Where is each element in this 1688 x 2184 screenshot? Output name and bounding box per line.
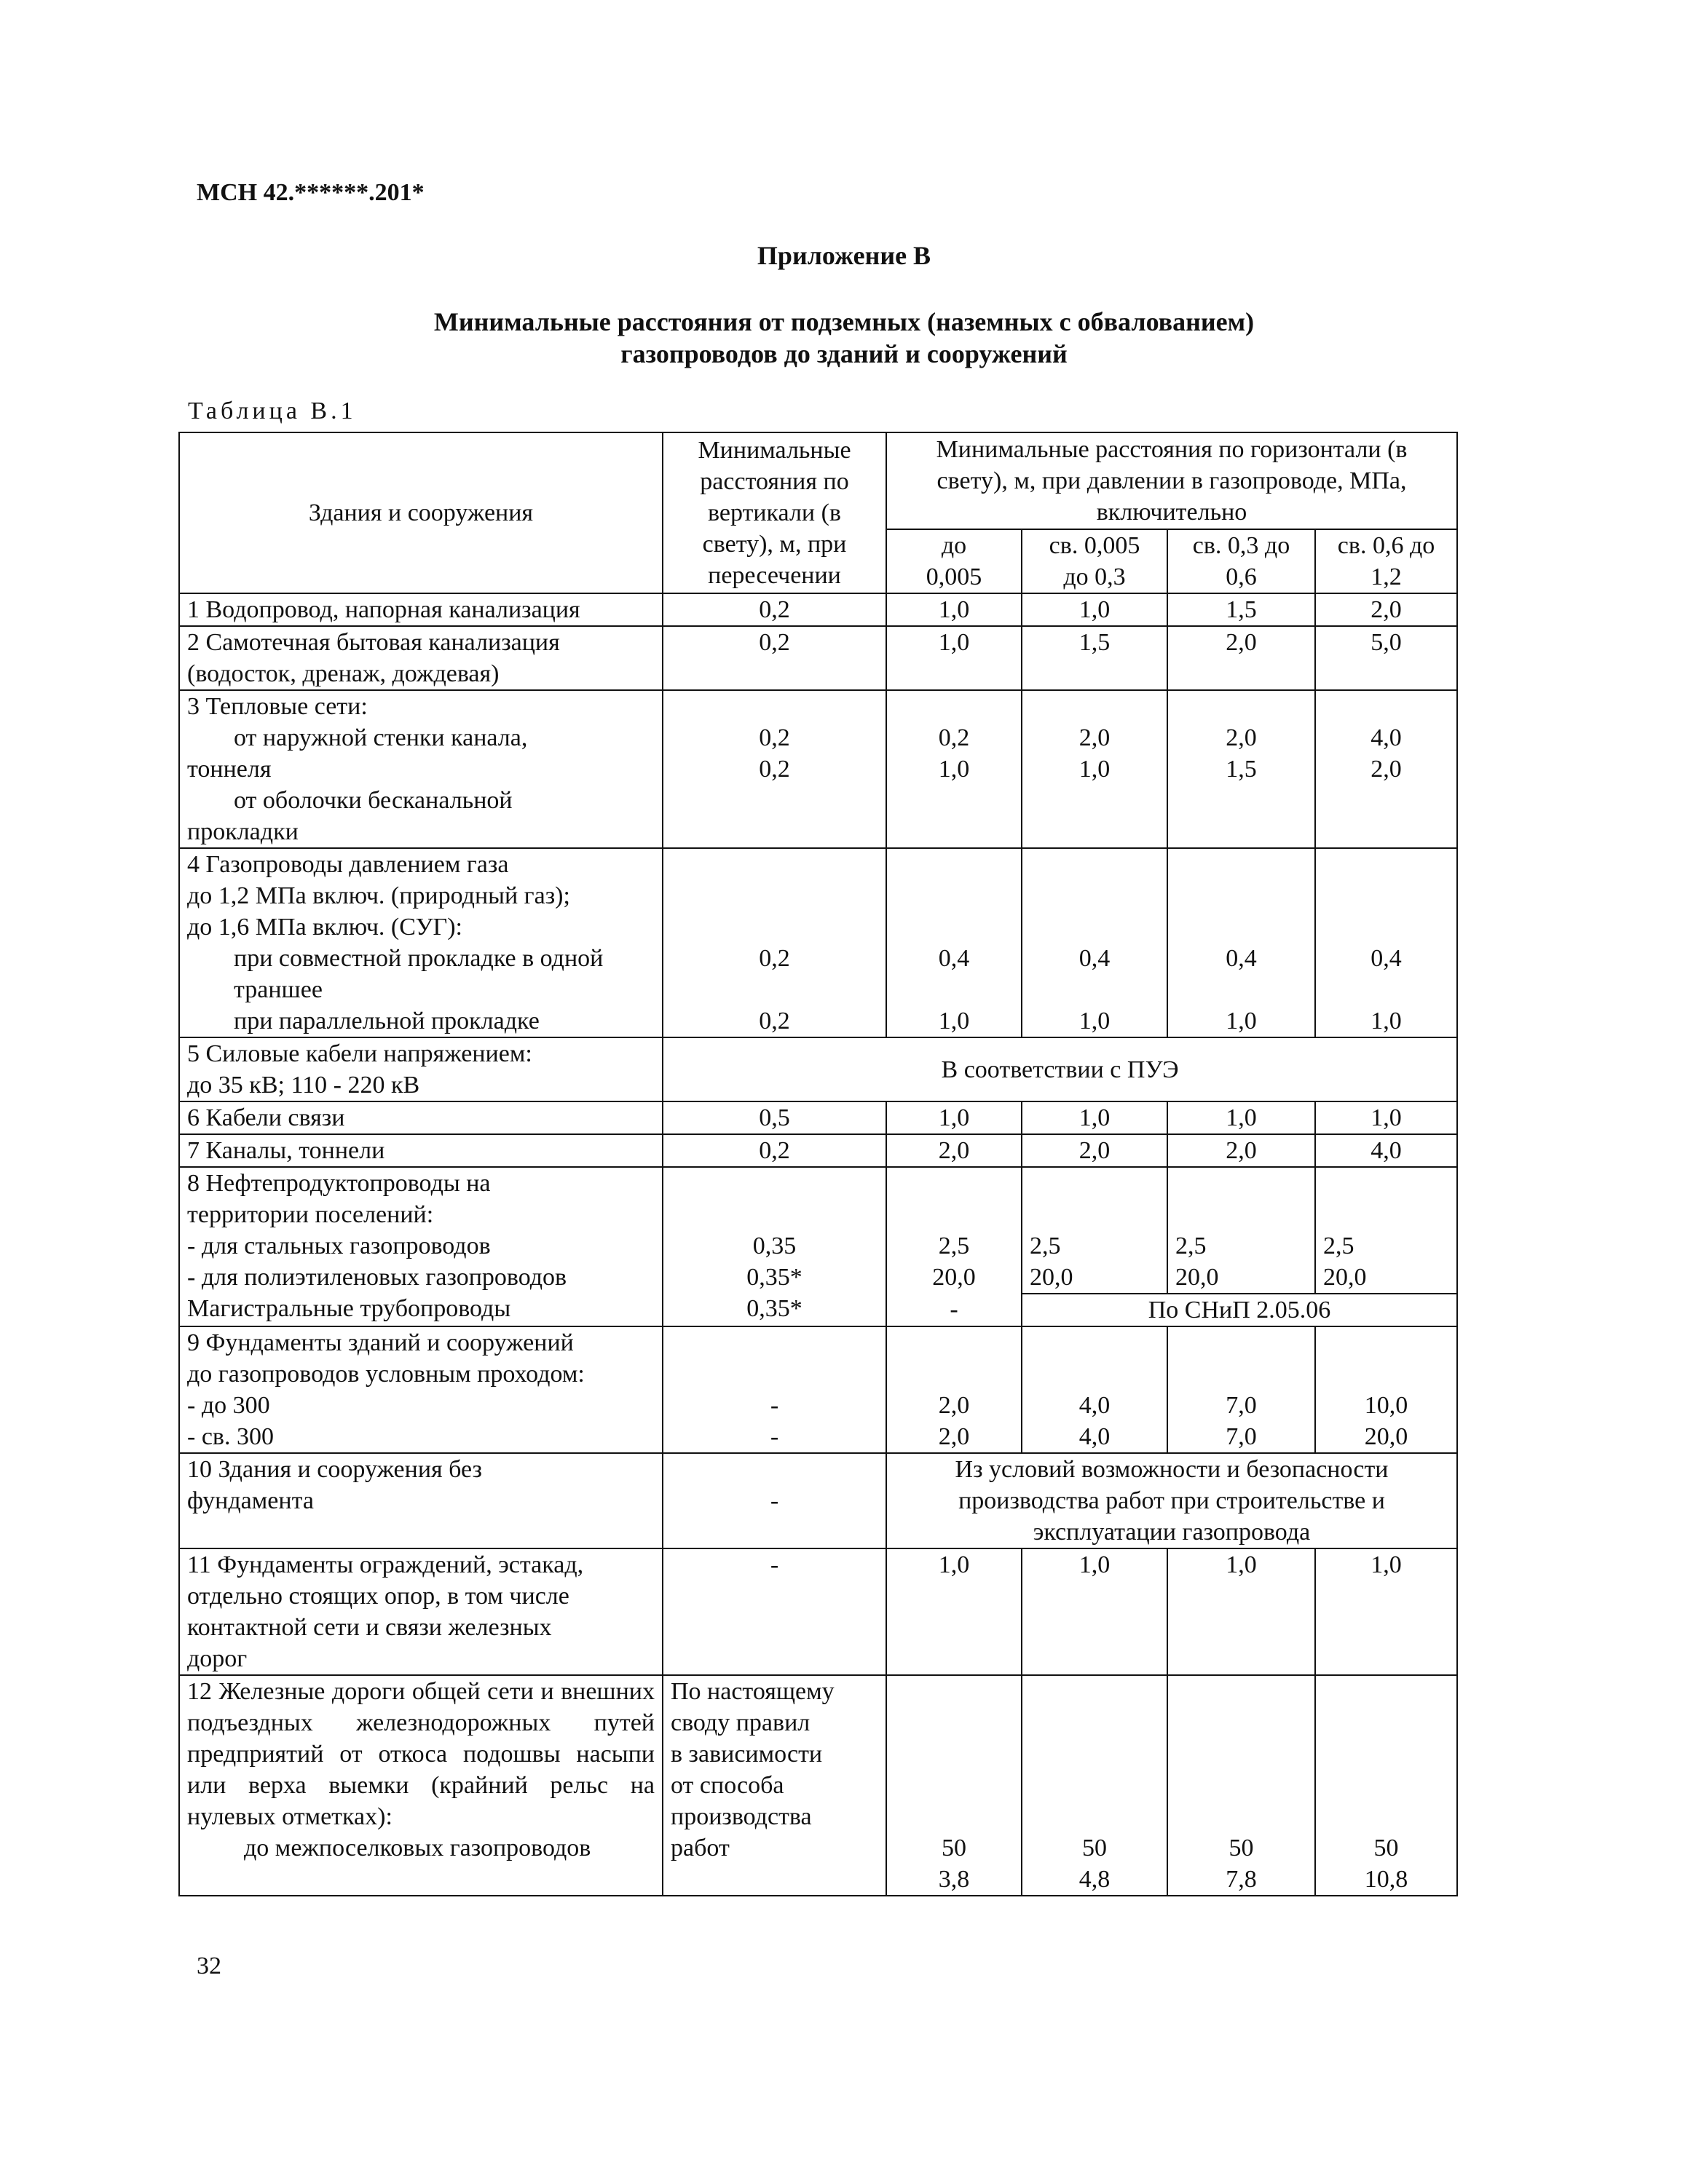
value-line: 10,8: [1364, 1866, 1408, 1893]
cell-value: 1,5: [1167, 593, 1315, 626]
table-row: [179, 626, 1457, 690]
merged-line: Из условий возможности и безопасности: [955, 1456, 1389, 1483]
cell-value: [1315, 848, 1457, 1037]
value-line: 7,0: [1226, 1392, 1257, 1419]
value-line: 2,5: [1030, 1233, 1061, 1259]
table-header-row: [179, 432, 1457, 529]
table-row: [179, 1101, 1457, 1134]
cell-value: [1167, 1326, 1315, 1453]
document-code: МСН 42.******.201*: [197, 179, 425, 206]
value-line: 1,0: [938, 1008, 970, 1034]
row-name: 6 Кабели связи: [179, 1101, 663, 1134]
row-name-line: - для стальных газопроводов: [187, 1233, 491, 1259]
cell-value: [886, 690, 1022, 848]
row-name-line: прокладки: [187, 818, 299, 845]
value-line: 1,0: [1078, 756, 1111, 783]
cell-value: 2,0: [1167, 626, 1315, 690]
cell-value: 2,0: [886, 1134, 1022, 1167]
table-row: [179, 1037, 1457, 1101]
cell-vertical: 0,5: [663, 1101, 886, 1134]
cell-merged: [886, 1453, 1457, 1548]
cell-value: 1,0: [886, 1101, 1022, 1134]
header-horizontal: [886, 432, 1457, 529]
row-name-line: при совместной прокладке в одной: [234, 945, 604, 972]
value-line: 0,4: [938, 945, 970, 972]
table-row: [179, 1167, 1457, 1294]
value-line: 0,2: [938, 724, 970, 751]
header-vertical-line: свету), м, при: [702, 531, 847, 558]
row-name-line: дорог: [187, 1645, 248, 1672]
value-line: 0,2: [759, 1008, 790, 1034]
merged-line: производства работ при строительстве и: [958, 1487, 1385, 1514]
row-name: [179, 1548, 663, 1675]
value-line: 0,35*: [746, 1295, 802, 1322]
page-number: 32: [197, 1952, 221, 1979]
cell-vertical: -: [663, 1453, 886, 1548]
row-name: [179, 690, 663, 848]
value-line: 2,0: [1370, 756, 1402, 783]
row-name: 7 Каналы, тоннели: [179, 1134, 663, 1167]
main-title-line: газопроводов до зданий и сооружений: [620, 339, 1068, 368]
value-line: -: [770, 1392, 779, 1419]
row-name: [179, 1326, 663, 1453]
cell-value: [1022, 1326, 1167, 1453]
cell-vertical: 0,2: [663, 593, 886, 626]
value-line: 0,4: [1078, 945, 1111, 972]
row-name-line: 9 Фундаменты зданий и сооружений: [187, 1329, 574, 1356]
value-line: 2,0: [1078, 724, 1111, 751]
value-line: 1,0: [938, 756, 970, 783]
header-vertical-line: Минимальные: [698, 437, 851, 464]
row-name-line: - до 300: [187, 1392, 270, 1419]
cell-value: [1167, 1675, 1315, 1896]
cell-value: -: [886, 1294, 1022, 1326]
value-line: своду правил: [671, 1709, 811, 1736]
value-line: 2,5: [938, 1233, 970, 1259]
value-line: 3,8: [938, 1866, 970, 1893]
value-line: 20,0: [1030, 1264, 1073, 1291]
row-name-line: территории поселений:: [187, 1201, 434, 1228]
value-line: 50: [1373, 1835, 1399, 1861]
cell-merged: В соответствии с ПУЭ: [663, 1037, 1457, 1101]
value-line: 7,8: [1226, 1866, 1257, 1893]
row-name-line: до 1,2 МПа включ. (природный газ);: [187, 882, 570, 909]
cell-value: [1167, 690, 1315, 848]
cell-value: [1315, 690, 1457, 848]
header-vertical-line: расстояния по: [700, 468, 849, 495]
range-line: св. 0,3 до: [1192, 532, 1290, 559]
value-line: 2,5: [1323, 1233, 1354, 1259]
value-line: 2,5: [1175, 1233, 1207, 1259]
cell-vertical: [663, 1326, 886, 1453]
cell-value: [1022, 848, 1167, 1037]
value-line: 4,0: [1370, 724, 1402, 751]
cell-vertical: -: [663, 1548, 886, 1675]
table-row: [179, 848, 1457, 1037]
range-line: до 0,3: [1063, 563, 1126, 590]
table-caption: Таблица В.1: [188, 397, 357, 424]
row-name-line: до межпоселковых газопроводов: [244, 1835, 591, 1861]
cell-value: 2,0: [1315, 593, 1457, 626]
value-line: 20,0: [932, 1264, 976, 1291]
table-row: [179, 593, 1457, 626]
value-line: По настоящему: [671, 1678, 835, 1705]
merged-line: эксплуатации газопровода: [1033, 1519, 1311, 1546]
row-name: [179, 626, 663, 690]
header-buildings: Здания и сооружения: [179, 432, 663, 593]
row-name-line: - для полиэтиленовых газопроводов: [187, 1264, 567, 1291]
row-name-line: контактной сети и связи железных: [187, 1614, 552, 1641]
row-name-line: 2 Самотечная бытовая канализация: [187, 629, 560, 656]
header-vertical-line: пересечении: [708, 562, 841, 589]
cell-value: 1,0: [1315, 1548, 1457, 1675]
value-line: 50: [1228, 1835, 1254, 1861]
value-line: 0,4: [1226, 945, 1257, 972]
cell-value: [1315, 1167, 1457, 1294]
value-line: производства: [671, 1803, 812, 1830]
value-line: 1,0: [1078, 1008, 1111, 1034]
table-row: [179, 1453, 1457, 1548]
value-line: 0,2: [759, 945, 790, 972]
cell-value: [886, 1675, 1022, 1896]
table-row: [179, 1134, 1457, 1167]
row-name-line: до 1,6 МПа включ. (СУГ):: [187, 914, 462, 941]
range-line: до: [941, 532, 967, 559]
row-name: [179, 1167, 663, 1326]
row-name-line: от оболочки бесканальной: [234, 787, 513, 814]
value-line: 7,0: [1226, 1423, 1257, 1450]
value-line: 1,5: [1226, 756, 1257, 783]
cell-vertical: 0,2: [663, 626, 886, 690]
cell-value: 1,0: [886, 1548, 1022, 1675]
row-name: [179, 848, 663, 1037]
cell-value: [886, 848, 1022, 1037]
row-name-text: 12 Железные дороги общей сети и внешних подъездных железнодорожных путей предприятий от откоса подошвы насыпи или верха выемки (крайний рельс на нулевых отметках):: [187, 1678, 655, 1830]
cell-value: 1,0: [1022, 1101, 1167, 1134]
row-name-line: отдельно стоящих опор, в том числе: [187, 1583, 569, 1610]
row-name-line: 3 Тепловые сети:: [187, 693, 368, 720]
row-name-line: (водосток, дренаж, дождевая): [187, 660, 500, 687]
row-name: [179, 1453, 663, 1548]
cell-value: 1,0: [1167, 1101, 1315, 1134]
value-line: 2,0: [938, 1392, 970, 1419]
distances-table: [178, 432, 1458, 1896]
value-line: 50: [942, 1835, 966, 1861]
table-row: [179, 1548, 1457, 1675]
cell-vertical: [663, 1675, 886, 1896]
row-name-line: фундамента: [187, 1487, 314, 1514]
value-line: работ: [671, 1835, 730, 1861]
cell-vertical: [663, 848, 886, 1037]
row-name: [179, 1037, 663, 1101]
cell-vertical: [663, 1167, 886, 1326]
cell-value: 1,0: [1022, 593, 1167, 626]
header-horizontal-line: включительно: [1096, 499, 1247, 526]
value-line: 20,0: [1175, 1264, 1219, 1291]
main-title-line: Минимальные расстояния от подземных (наземных с обвалованием): [433, 307, 1255, 336]
row-name-line: до 35 кВ; 110 - 220 кВ: [187, 1072, 420, 1099]
value-line: 0,4: [1370, 945, 1402, 972]
row-name-line: траншее: [234, 976, 323, 1003]
header-pressure-range: [1315, 529, 1457, 593]
value-line: 10,0: [1364, 1392, 1408, 1419]
header-pressure-range: [1022, 529, 1167, 593]
row-name: [179, 1675, 663, 1896]
value-line: 4,0: [1078, 1423, 1111, 1450]
row-name-line: 11 Фундаменты ограждений, эстакад,: [187, 1551, 584, 1578]
table-row: [179, 1675, 1457, 1896]
row-name-line: при параллельной прокладке: [234, 1008, 540, 1034]
cell-vertical: [663, 690, 886, 848]
cell-value: [1315, 1675, 1457, 1896]
row-name-line: 10 Здания и сооружения без: [187, 1456, 482, 1483]
value-line: 0,2: [759, 756, 790, 783]
range-line: 1,2: [1370, 563, 1402, 590]
row-name-line: 8 Нефтепродуктопроводы на: [187, 1170, 491, 1197]
cell-value: [1022, 1167, 1167, 1294]
value-line: 0,2: [759, 724, 790, 751]
range-line: 0,005: [926, 563, 982, 590]
range-line: 0,6: [1226, 563, 1257, 590]
cell-value: 1,5: [1022, 626, 1167, 690]
header-horizontal-line: Минимальные расстояния по горизонтали (в: [936, 436, 1408, 463]
header-vertical-line: вертикали (в: [708, 499, 841, 526]
cell-vertical: 0,2: [663, 1134, 886, 1167]
cell-value: [1022, 690, 1167, 848]
cell-value: 4,0: [1315, 1134, 1457, 1167]
cell-value: 1,0: [1022, 1548, 1167, 1675]
row-name-line: Магистральные трубопроводы: [187, 1295, 511, 1322]
value-line: 1,0: [1370, 1008, 1402, 1034]
value-line: 2,0: [938, 1423, 970, 1450]
row-name-line: от наружной стенки канала,: [234, 724, 528, 751]
cell-value: 1,0: [886, 593, 1022, 626]
cell-value: 2,0: [1022, 1134, 1167, 1167]
value-line: 0,35: [752, 1233, 797, 1259]
value-line: 2,0: [1226, 724, 1257, 751]
range-line: св. 0,6 до: [1337, 532, 1435, 559]
main-title: [0, 306, 1688, 370]
cell-merged: По СНиП 2.05.06: [1022, 1294, 1457, 1326]
header-pressure-range: [1167, 529, 1315, 593]
cell-value: [1167, 1167, 1315, 1294]
cell-value: 5,0: [1315, 626, 1457, 690]
value-line: от способа: [671, 1772, 784, 1799]
header-vertical: [663, 432, 886, 593]
header-pressure-range: [886, 529, 1022, 593]
row-name-line: до газопроводов условным проходом:: [187, 1361, 585, 1388]
appendix-title: Приложение В: [757, 241, 931, 270]
value-line: 20,0: [1364, 1423, 1408, 1450]
value-line: 20,0: [1323, 1264, 1367, 1291]
cell-value: [886, 1167, 1022, 1294]
table-row: [179, 1326, 1457, 1453]
value-line: 1,0: [1226, 1008, 1257, 1034]
row-name-line: 5 Силовые кабели напряжением:: [187, 1040, 532, 1067]
cell-value: [1022, 1675, 1167, 1896]
cell-value: 2,0: [1167, 1134, 1315, 1167]
header-horizontal-line: свету), м, при давлении в газопроводе, МПа,: [936, 467, 1407, 494]
value-line: 50: [1082, 1835, 1107, 1861]
cell-value: 1,0: [886, 626, 1022, 690]
cell-value: [1315, 1326, 1457, 1453]
value-line: 4,0: [1078, 1392, 1111, 1419]
cell-value: [886, 1326, 1022, 1453]
row-name-line: 4 Газопроводы давлением газа: [187, 851, 509, 878]
value-line: в зависимости: [671, 1741, 823, 1768]
range-line: св. 0,005: [1049, 532, 1140, 559]
table-row: [179, 690, 1457, 848]
cell-value: 1,0: [1167, 1548, 1315, 1675]
row-name-line: тоннеля: [187, 756, 272, 783]
row-name: 1 Водопровод, напорная канализация: [179, 593, 663, 626]
value-line: -: [770, 1423, 779, 1450]
cell-value: 1,0: [1315, 1101, 1457, 1134]
row-name-line: - св. 300: [187, 1423, 274, 1450]
cell-value: [1167, 848, 1315, 1037]
value-line: 0,35*: [746, 1264, 802, 1291]
value-line: 4,8: [1078, 1866, 1111, 1893]
